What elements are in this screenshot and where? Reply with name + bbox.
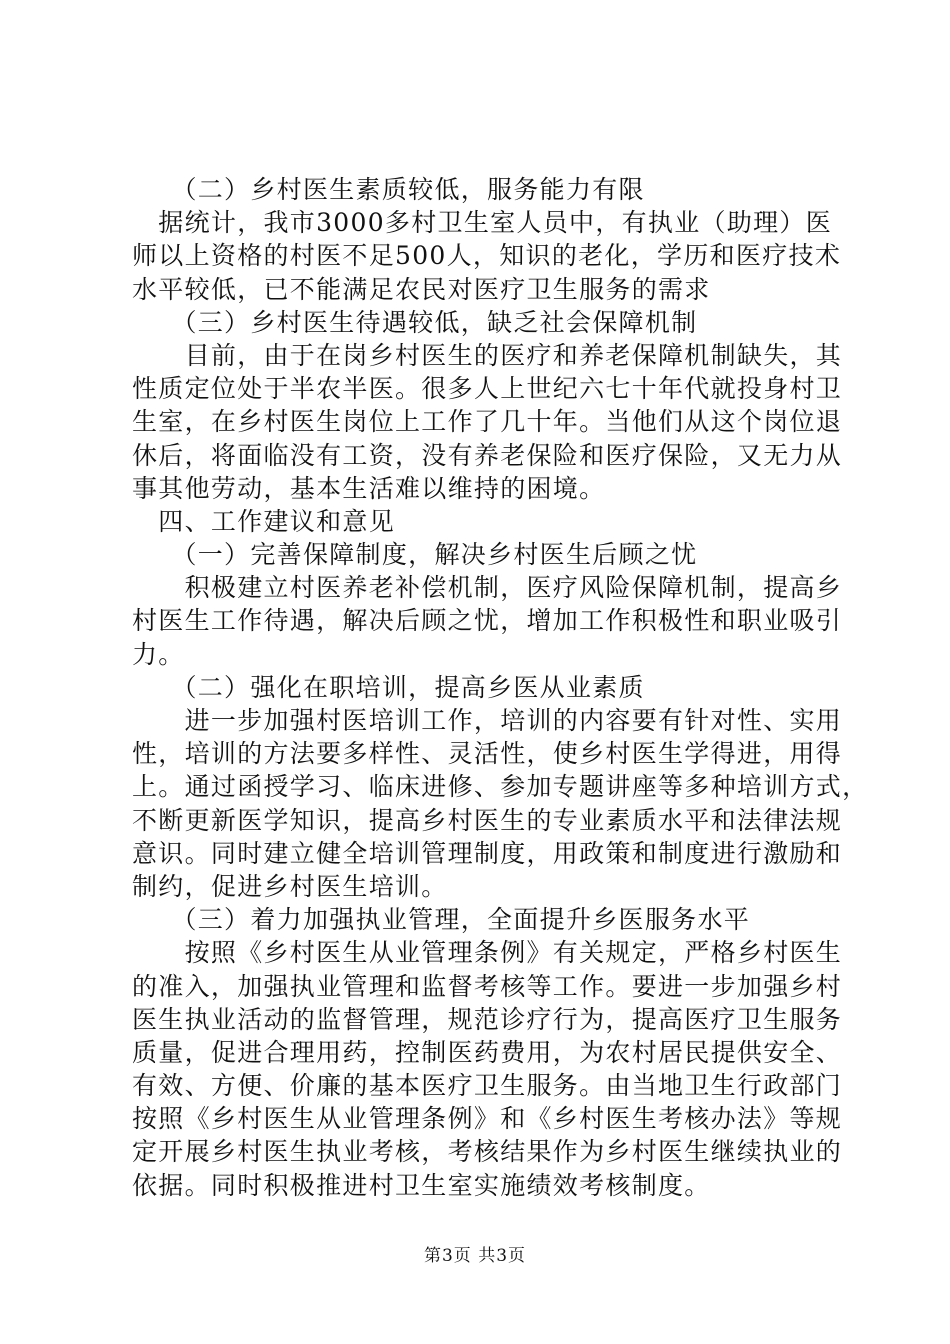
text-line: 按照《乡村医生从业管理条例》和《乡村医生考核办法》等规: [132, 1104, 843, 1134]
text-line: 积极建立村医养老补偿机制，医疗风险保障机制，提高乡: [184, 573, 843, 603]
text-line: 制约，促进乡村医生培训。: [132, 871, 448, 901]
text-line: 有效、方便、价廉的基本医疗卫生服务。由当地卫生行政部门: [132, 1071, 843, 1101]
text-line: 水平较低，已不能满足农民对医疗卫生服务的需求: [132, 274, 711, 304]
text-line: 目前，由于在岗乡村医生的医疗和养老保障机制缺失，其: [184, 340, 843, 370]
text-line: 依据。同时积极推进村卫生室实施绩效考核制度。: [132, 1170, 711, 1200]
text-line: （三）乡村医生待遇较低，缺乏社会保障机制: [171, 307, 698, 337]
text-line: 力。: [132, 639, 185, 669]
text-line: 四、工作建议和意见: [158, 506, 395, 536]
text-line: 性，培训的方法要多样性、灵活性，使乡村医生学得进，用得: [132, 739, 843, 769]
text-line: 村医生工作待遇，解决后顾之忧，增加工作积极性和职业吸引: [132, 606, 843, 636]
text-line: 定开展乡村医生执业考核，考核结果作为乡村医生继续执业的: [132, 1137, 843, 1167]
text-line: 据统计，我市3000多村卫生室人员中，有执业（助理）医: [158, 208, 833, 238]
text-line: （三）着力加强执业管理，全面提升乡医服务水平: [171, 905, 751, 935]
text-line: 的准入，加强执业管理和监督考核等工作。要进一步加强乡村: [132, 971, 843, 1001]
text-line: 事其他劳动，基本生活难以维持的困境。: [132, 473, 606, 503]
text-line: 休后，将面临没有工资，没有养老保险和医疗保险，又无力从: [132, 440, 843, 470]
text-line: （一）完善保障制度，解决乡村医生后顾之忧: [171, 540, 698, 570]
text-line: （二）乡村医生素质较低，服务能力有限: [171, 175, 645, 204]
text-line: 按照《乡村医生从业管理条例》有关规定，严格乡村医生: [184, 938, 843, 968]
text-line: 意识。同时建立健全培训管理制度，用政策和制度进行激励和: [132, 838, 843, 868]
text-line: 上。通过函授学习、临床进修、参加专题讲座等多种培训方式，: [132, 772, 869, 802]
text-line: 不断更新医学知识，提高乡村医生的专业素质水平和法律法规: [132, 805, 843, 835]
text-line: 医生执业活动的监督管理，规范诊疗行为，提高医疗卫生服务: [132, 1004, 843, 1034]
document-body: [132, 173, 869, 1202]
text-line: （二）强化在职培训，提高乡医从业素质: [171, 672, 645, 702]
text-line: 生室，在乡村医生岗位上工作了几十年。当他们从这个岗位退: [132, 407, 843, 437]
text-line: 性质定位处于半农半医。很多人上世纪六七十年代就投身村卫: [132, 374, 843, 404]
text-line: 师以上资格的村医不足500人，知识的老化，学历和医疗技术: [132, 241, 842, 271]
text-line: 进一步加强村医培训工作，培训的内容要有针对性、实用: [184, 706, 843, 735]
text-line: 质量，促进合理用药，控制医药费用，为农村居民提供安全、: [132, 1037, 843, 1067]
page-footer: 第3页 共3页: [423, 1246, 527, 1266]
